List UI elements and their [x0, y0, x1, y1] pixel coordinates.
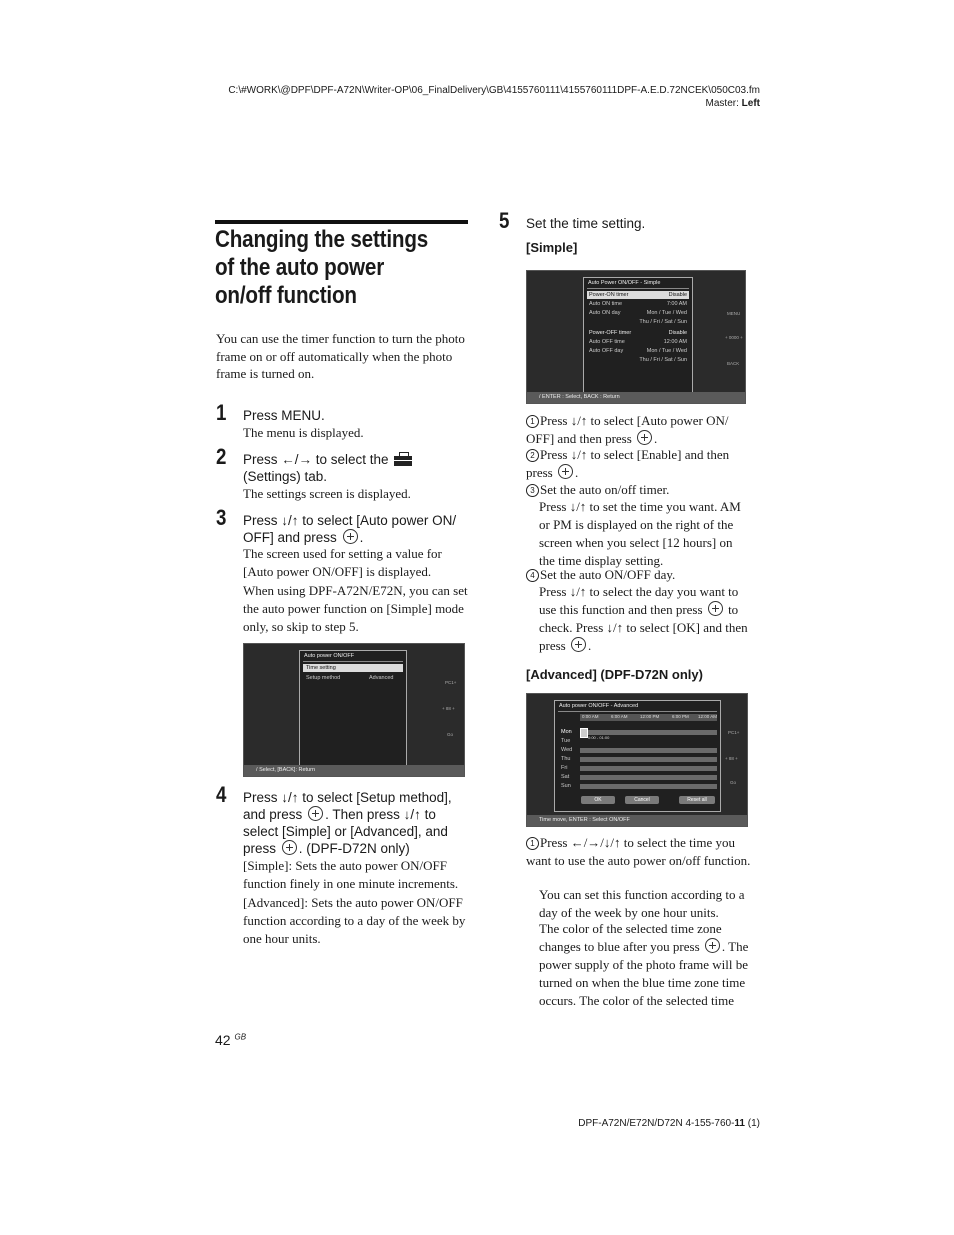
simple-item-3: [526, 481, 751, 499]
simple-row-value: 12:00 AM: [663, 339, 687, 345]
simple-item-4-detail: [539, 583, 751, 655]
step-4-head-a: Press ↓/↑ to select [Setup method], and press: [243, 790, 452, 822]
advanced-side-bot: Go: [730, 780, 737, 785]
step-4-head-c: . (DPF-D72N only): [298, 841, 410, 856]
advanced-day: Tue: [561, 738, 571, 744]
advanced-item-1-detail-1: You can set this function according to a day of the week by one hour units.: [539, 887, 745, 920]
menu-row-setup-method-label: Setup method: [306, 675, 341, 681]
advanced-grid-row: [580, 766, 717, 771]
screen1-footer-text: Select, [BACK]: Return: [259, 767, 316, 773]
simple-row-label: Auto ON day: [589, 310, 621, 316]
screen1-side-bot: Go: [447, 732, 454, 737]
simple-item-1: [526, 412, 751, 448]
step-2-head: [243, 451, 471, 485]
step-4-number: 4: [216, 782, 227, 807]
step-2-body: The settings screen is displayed.: [243, 486, 411, 501]
toolbox-icon: [394, 452, 412, 466]
circled-number: 4: [526, 569, 539, 582]
advanced-time: 6:00 PM: [672, 714, 689, 719]
step-2-head-text-b: (Settings) tab.: [243, 469, 328, 484]
step-2-number: 2: [216, 444, 227, 469]
simple-item-3-detail: Press ↓/↑ to set the time you want. AM or PM is displayed on the right of the screen when you select [12 hours] on the time display setting.: [539, 499, 741, 568]
advanced-day: Sat: [561, 774, 570, 780]
step-1-body: The menu is displayed.: [243, 425, 364, 440]
advanced-item-1-detail-2: [539, 920, 751, 1010]
screenshot-advanced: [526, 693, 748, 827]
simple-row-value: Mon / Tue / Wed: [646, 348, 687, 354]
simple-item-2-text: Press ↓/↑ to select [Enable] and then press: [526, 447, 730, 480]
simple-row-value: Disable: [668, 330, 687, 336]
advanced-cursor: [580, 728, 588, 738]
advanced-item-1-detail-2a: The color of the selected time zone changes to blue after you press: [539, 921, 722, 954]
advanced-grid-row: [580, 757, 717, 762]
page-number: [215, 1032, 246, 1048]
advanced-day: Sun: [561, 783, 571, 789]
menu-window: [299, 650, 407, 768]
page-number-value: 42: [215, 1032, 231, 1048]
master-label-text: Master:: [705, 98, 742, 109]
screen1-footer: [244, 765, 464, 776]
intro-paragraph: You can use the timer function to turn the photo frame on or off automatically when the photo frame is turned on.: [216, 331, 465, 381]
title-rule: [215, 220, 468, 224]
advanced-side-mid: + 88 +: [725, 756, 738, 761]
master-value: Left: [741, 98, 760, 109]
advanced-day: Wed: [561, 747, 573, 753]
simple-item-2-end: .: [574, 465, 579, 480]
simple-item-4-text: Set the auto ON/OFF day.: [540, 567, 676, 582]
simple-row-label: Auto ON time: [589, 301, 623, 307]
step-3-body-1: The screen used for setting a value for [Auto power ON/OFF] is displayed.: [243, 546, 442, 579]
step-2-head-text: Press ←/→ to select the: [243, 452, 389, 467]
simple-item-1-end: .: [654, 431, 658, 446]
step-3-number: 3: [216, 505, 227, 530]
menu-row-setup-method-value: Advanced: [369, 675, 394, 681]
simple-row-label: Power-OFF timer: [589, 330, 632, 336]
advanced-item-1: [526, 834, 751, 870]
advanced-ok-button: OK: [581, 796, 615, 804]
advanced-footer: Time move, ENTER : Select ON/OFF: [527, 815, 747, 826]
simple-item-4-detail-end: .: [587, 638, 592, 653]
circled-number: 1: [526, 837, 539, 850]
page-title: Changing the settings of the auto power on/off function: [215, 226, 429, 309]
step-3-body-2: When using DPF-A72N/E72N, you can set the auto power function on [Simple] mode only, so skip to step 5.: [243, 583, 468, 634]
simple-item-1-text: Press ↓/↑ to select [Auto power ON/ OFF] and then press: [526, 413, 729, 446]
enter-button-icon: [708, 601, 723, 616]
simple-row-value: Mon / Tue / Wed: [646, 310, 687, 316]
step-5-number: 5: [499, 208, 510, 233]
advanced-grid-row: [580, 775, 717, 780]
master-label: [706, 97, 760, 110]
screen1-footer-key: /: [256, 767, 258, 773]
circled-number: 2: [526, 449, 539, 462]
step-4-head-b: . Then press ↓/↑ to select [Simple] or [Advanced], and press: [243, 807, 448, 856]
advanced-window: [554, 700, 721, 812]
simple-row-value: Thu / Fri / Sat / Sun: [639, 319, 687, 325]
advanced-item-1-detail-2b: . The power supply of the photo frame will be turned on when the blue time zone time occurs. The color of the selected time: [539, 939, 749, 1008]
simple-row-value: Disable: [668, 292, 687, 298]
advanced-side-top: PC1+: [728, 730, 740, 735]
advanced-day: Thu: [561, 756, 571, 762]
simple-side-mid: + 0000 +: [725, 335, 743, 340]
advanced-label: [Advanced] (DPF-D72N only): [526, 667, 703, 682]
simple-window-title: Auto Power ON/OFF - Simple: [588, 280, 661, 286]
simple-footer: / ENTER : Select, BACK : Return: [527, 392, 745, 403]
step-1-head: Press MENU.: [243, 408, 325, 423]
screen1-side-mid: + 88 +: [442, 706, 455, 711]
simple-item-3-text: Set the auto on/off timer.: [540, 482, 670, 497]
advanced-day: Fri: [561, 765, 568, 771]
step-3-head-text: Press ↓/↑ to select [Auto power ON/ OFF] and press: [243, 513, 457, 545]
step-4-body-1: [Simple]: Sets the auto power ON/OFF function finely in one minute increments.: [243, 858, 459, 891]
simple-side-bot: BACK: [727, 361, 740, 366]
simple-row-label: Power-ON timer: [589, 292, 629, 298]
circled-number: 1: [526, 415, 539, 428]
simple-item-4: [526, 566, 751, 584]
menu-row-time-setting: Time setting: [303, 664, 403, 672]
simple-side-top: MENU: [727, 311, 741, 316]
simple-row-label: Auto OFF day: [589, 348, 624, 354]
step-5-head: Set the time setting.: [526, 216, 646, 231]
advanced-item-1-text: Press ←/→/↓/↑ to select the time you want to use the auto power on/off function.: [526, 835, 751, 868]
enter-button-icon: [343, 529, 358, 544]
screenshot-simple: [526, 270, 746, 404]
enter-button-icon: [705, 938, 720, 953]
enter-button-icon: [282, 840, 297, 855]
step-1-number: 1: [216, 400, 227, 425]
simple-item-4-detail-a: Press ↓/↑ to select the day you want to use this function and then press: [539, 584, 739, 617]
advanced-time: 6:00 AM: [611, 714, 628, 719]
enter-button-icon: [571, 637, 586, 652]
footer-model-text: DPF-A72N/E72N/D72N 4-155-760-: [578, 1118, 735, 1129]
simple-row-label: Auto OFF time: [589, 339, 625, 345]
advanced-reset-button: Reset all: [679, 796, 715, 804]
advanced-time: 12:00 PM: [640, 714, 660, 719]
footer-model: [578, 1118, 760, 1129]
simple-item-2: [526, 446, 751, 482]
advanced-cancel-button: Cancel: [625, 796, 659, 804]
advanced-window-title: Auto power ON/OFF - Advanced: [559, 703, 639, 709]
advanced-time: 12:00 AM: [698, 714, 718, 719]
step-3-head: Press ↓/↑ to select [Auto power ON/ OFF] and press .: [243, 513, 457, 545]
simple-row-value: Thu / Fri / Sat / Sun: [639, 357, 687, 363]
menu-window-title: Auto power ON/OFF: [304, 653, 355, 659]
footer-model-end: (1): [745, 1118, 760, 1129]
simple-row-value: 7:00 AM: [666, 301, 687, 307]
enter-button-icon: [308, 806, 323, 821]
advanced-day: Mon: [561, 729, 572, 735]
advanced-grid-row: [580, 784, 717, 789]
enter-button-icon: [558, 464, 573, 479]
enter-button-icon: [637, 430, 652, 445]
page-number-suffix: GB: [234, 1032, 247, 1042]
simple-window: [583, 277, 693, 393]
screen1-side-top: PC1+: [445, 680, 457, 685]
screenshot-auto-power-menu: [243, 643, 465, 777]
footer-model-bold: 11: [734, 1118, 745, 1129]
circled-number: 3: [526, 484, 539, 497]
file-path: C:\#WORK\@DPF\DPF-A72N\Writer-OP\06_FinalDelivery\GB\4155760111\4155760111DPF-A.E.D.72NCEK\050C03.fm: [228, 85, 760, 96]
step-4-head: [243, 789, 471, 857]
simple-item-4-detail-b: to check. Press ↓/↑ to select [OK] and then press: [539, 602, 748, 653]
advanced-cursor-label: 0:00 - 01:00: [588, 735, 610, 740]
advanced-grid-row: [580, 748, 717, 753]
step-4-body-2: [Advanced]: Sets the auto power ON/OFF function according to a day of the week by one hour units.: [243, 895, 466, 946]
simple-label: [Simple]: [526, 240, 578, 255]
advanced-time: 0:00 AM: [582, 714, 599, 719]
